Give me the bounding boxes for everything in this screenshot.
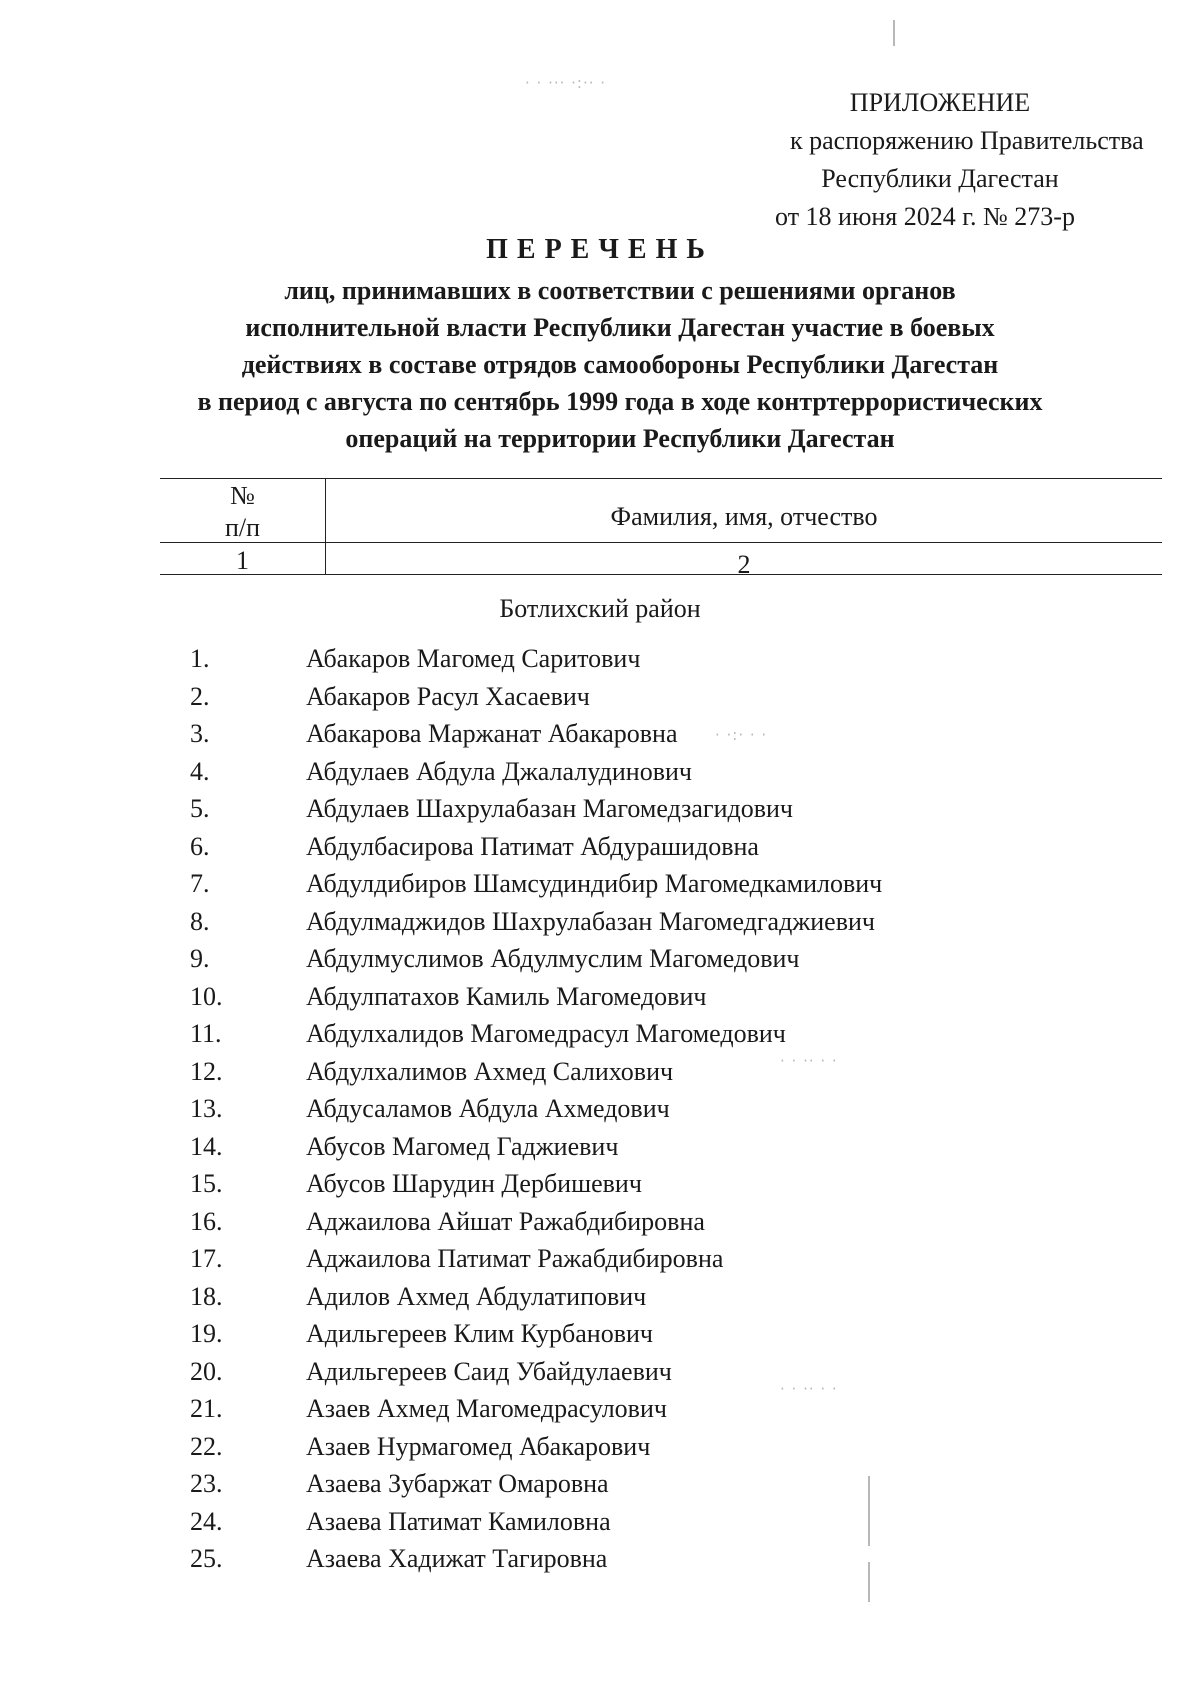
person-name: Адильгереев Клим Курбанович [306,1319,653,1348]
scan-noise: · · ·· · · [780,1380,838,1398]
list-item [190,865,1090,903]
scan-mark [868,1476,870,1546]
appendix-block [700,84,1144,236]
appendix-title: ПРИЛОЖЕНИЕ [849,88,1031,117]
person-name: Азаева Патимат Камиловна [306,1506,611,1536]
row-number: 16. [190,1206,223,1236]
person-name: Азаев Ахмед Магомедрасулович [306,1394,667,1423]
person-name: Аджаилова Патимат Ражабдибировна [306,1244,724,1273]
row-number: 4. [190,756,210,786]
row-number: 21. [190,1394,223,1423]
row-number: 17. [190,1244,223,1273]
list-item [190,790,1090,828]
person-name: Адилов Ахмед Абдулатипович [306,1281,647,1311]
row-number: 14. [190,1131,223,1161]
person-name: Абдулхалимов Ахмед Салихович [306,1056,674,1086]
scan-mark [868,1562,870,1602]
person-name: Азаева Зубаржат Омаровна [306,1469,609,1498]
document-title: ПЕРЕЧЕНЬ [486,234,714,265]
list-item [190,1428,1090,1466]
person-name: Аджаилова Айшат Ражабдибировна [306,1206,705,1236]
column-index-1: 1 [236,546,249,575]
document-subtitle [140,272,1100,457]
person-name: Азаев Нурмагомед Абакарович [306,1431,651,1461]
appendix-authority: Республики Дагестан [821,164,1059,193]
person-list [190,640,1090,1578]
person-name: Абдусаламов Абдула Ахмедович [306,1094,670,1123]
appendix-date-number: от 18 июня 2024 г. № 273-р [775,202,1075,231]
row-number: 7. [190,869,210,898]
subtitle-line: в период с августа по сентябрь 1999 года в ходе контртеррористических [197,387,1043,416]
person-name: Абакаров Магомед Саритович [306,644,641,673]
row-number: 8. [190,906,210,936]
list-item [190,753,1090,791]
list-item [190,678,1090,716]
list-item [190,1053,1090,1091]
column-index-2: 2 [737,550,751,579]
list-item [190,1015,1090,1053]
person-name: Адильгереев Саид Убайдулаевич [306,1356,672,1386]
row-number: 13. [190,1094,223,1123]
appendix-reference: к распоряжению Правительства [790,126,1144,155]
person-name: Абдулаев Абдула Джалалудинович [306,756,692,786]
row-number: 10. [190,981,223,1011]
row-number: 5. [190,794,210,823]
list-item [190,1353,1090,1391]
row-number: 18. [190,1281,223,1311]
list-item [190,1503,1090,1541]
person-name: Абдулдибиров Шамсудиндибир Магомедкамилович [306,869,883,898]
person-name: Абусов Магомед Гаджиевич [306,1131,619,1161]
person-name: Абдулхалидов Магомедрасул Магомедович [306,1019,786,1048]
row-number: 25. [190,1544,223,1573]
row-number: 22. [190,1431,223,1461]
person-name: Абдулмаджидов Шахрулабазан Магомедгаджиевич [306,906,875,936]
list-item [190,1465,1090,1503]
column-header-number [160,480,325,544]
person-name: Абдулмуслимов Абдулмуслим Магомедович [306,944,800,973]
list-item [190,715,1090,753]
person-name: Азаева Хадижат Тагировна [306,1544,608,1573]
district-heading: Ботлихский район [499,594,701,623]
person-name: Абакарова Маржанат Абакаровна [306,719,678,748]
person-name: Абдулаев Шахрулабазан Магомедзагидович [306,794,794,823]
scan-noise: · · ·· · · [780,1052,838,1070]
row-number: 1. [190,644,210,673]
list-item [190,1240,1090,1278]
scan-noise: · · ··· ·:·· · [525,74,607,92]
row-number: 9. [190,944,210,973]
subtitle-line: действиях в составе отрядов самообороны Республики Дагестан [241,350,999,379]
list-item [190,1090,1090,1128]
row-number: 23. [190,1469,223,1498]
number-sign: № [230,481,255,510]
subtitle-line: исполнительной власти Республики Дагестан участие в боевых [245,313,995,342]
scan-mark [893,20,895,46]
row-number: 15. [190,1169,223,1198]
list-item [190,828,1090,866]
scan-noise: · ·:· · · [715,726,768,744]
person-name: Абусов Шарудин Дербишевич [306,1169,642,1198]
person-name: Абакаров Расул Хасаевич [306,681,590,711]
list-item [190,1278,1090,1316]
table-top-rule [160,478,1162,479]
list-item [190,1128,1090,1166]
list-item [190,978,1090,1016]
list-item [190,1203,1090,1241]
row-number: 6. [190,831,210,861]
list-item [190,1390,1090,1428]
row-number: 12. [190,1056,223,1086]
column-header-fio: Фамилия, имя, отчество [610,502,878,531]
person-name: Абдулбасирова Патимат Абдурашидовна [306,831,759,861]
list-item [190,903,1090,941]
list-item [190,1540,1090,1578]
subtitle-line: лиц, принимавших в соответствии с решениями органов [284,276,956,305]
row-number: 11. [190,1019,222,1048]
number-abbrev: п/п [224,513,261,542]
row-number: 3. [190,719,210,748]
row-number: 24. [190,1506,223,1536]
list-item [190,1315,1090,1353]
row-number: 20. [190,1356,223,1386]
list-item [190,1165,1090,1203]
row-number: 19. [190,1319,223,1348]
person-name: Абдулпатахов Камиль Магомедович [306,981,707,1011]
subtitle-line: операций на территории Республики Дагестан [345,424,895,453]
list-item [190,640,1090,678]
list-item [190,940,1090,978]
row-number: 2. [190,681,210,711]
